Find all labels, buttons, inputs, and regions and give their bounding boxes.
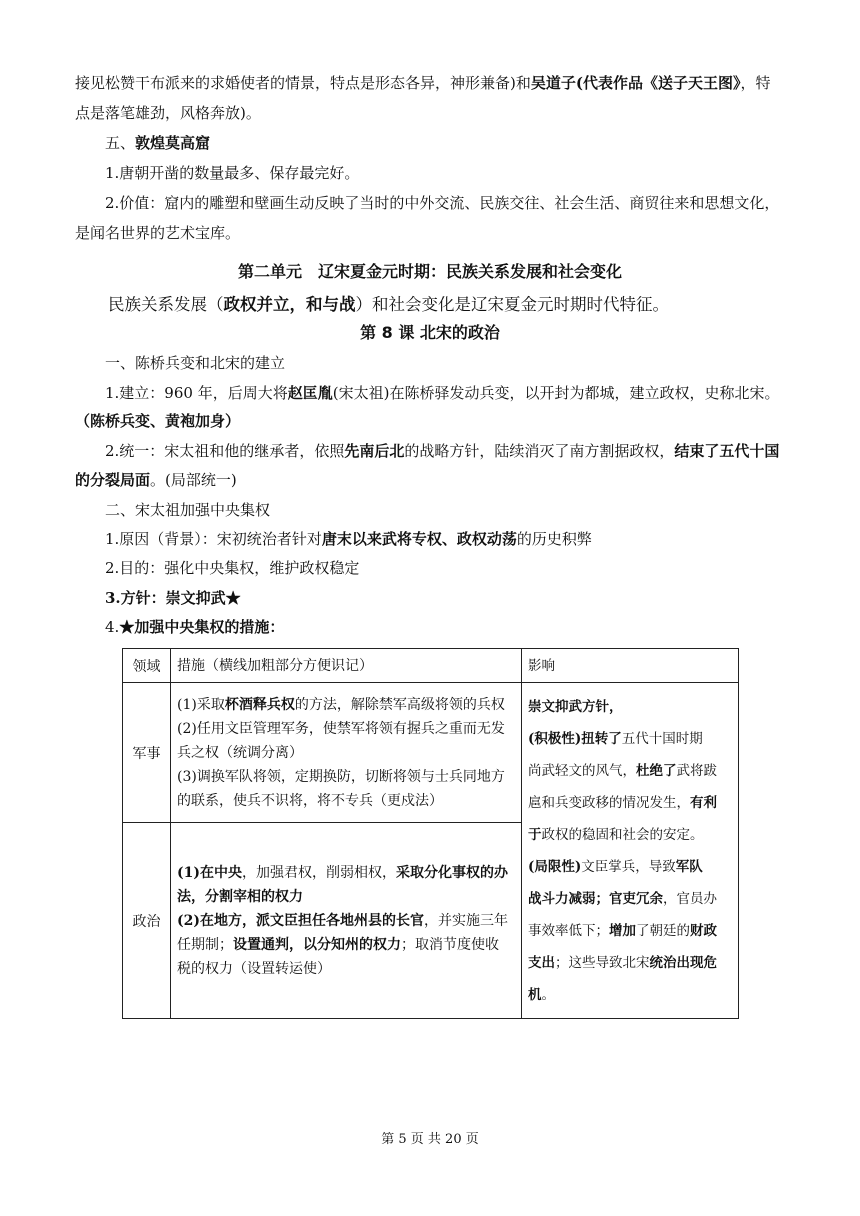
measure-line: 税的权力（设置转运使）: [177, 960, 331, 977]
bold-text: 机: [528, 986, 542, 1003]
paragraph: 1.唐朝开凿的数量最多、保存最完好。: [105, 164, 360, 182]
measure-line: 兵之权（统调分离）: [177, 744, 303, 761]
measures-table: [122, 648, 739, 1019]
measure-line: 法，分割宰相的权力: [177, 888, 303, 905]
unit-subtitle: [108, 291, 669, 315]
bold-text: 先南后北: [344, 442, 405, 460]
table-header-cell: 影响: [522, 649, 739, 683]
effect-line: [528, 883, 732, 915]
bold-text: (1)在中央: [177, 864, 242, 881]
effect-cell: [522, 683, 739, 1019]
measure-line: (2)任用文臣管理军务，使禁军将领有握兵之重而无发: [177, 720, 505, 737]
table-header-row: [123, 649, 739, 683]
bold-text: 统治出现危: [649, 954, 717, 971]
bold-text: 赵匡胤: [287, 384, 333, 402]
text: 文臣掌兵，导致: [581, 858, 676, 875]
bold-text: 结束了五代十国: [674, 442, 780, 460]
lesson-title: 第 8 课 北宋的政治: [360, 323, 500, 342]
effect-line: [528, 979, 732, 1011]
bold-text: 的分裂局面: [75, 471, 151, 489]
text: 五代十国时期: [621, 730, 703, 747]
text: ，特: [740, 74, 771, 92]
section-heading: 二、宋太祖加强中央集权: [105, 501, 271, 519]
text: 事效率低下；: [528, 922, 609, 939]
paragraph: 2.价值：窟内的雕塑和壁画生动反映了当时的中外交流、民族交往、社会生活、商贸往来和思想文化，: [105, 194, 780, 212]
effect-line: [528, 755, 732, 787]
field-cell: 政治: [123, 823, 171, 1019]
measure-line: (3)调换军队将领，定期换防，切断将领与士兵同地方: [177, 768, 505, 785]
paragraph: [105, 378, 820, 408]
unit-title: 第二单元 辽宋夏金元时期：民族关系发展和社会变化: [237, 262, 622, 281]
section-heading: 一、陈桥兵变和北宋的建立: [105, 354, 286, 372]
measure-line: [177, 861, 515, 885]
bold-text: 设置通判，以分知州的权力: [233, 936, 401, 953]
table-header-cell: 措施（横线加粗部分方便识记）: [171, 649, 522, 683]
bold-text: 财政: [690, 922, 717, 939]
text: 。: [541, 986, 555, 1003]
paragraph: 3.方针：崇文抑武★: [105, 589, 241, 607]
text: 扈和兵变政移的情况发生，: [528, 794, 690, 811]
bold-text: (积极性): [528, 730, 582, 747]
effect-line: [528, 947, 732, 979]
paragraph: 点是落笔雄劲，风格奔放)。: [75, 104, 261, 122]
text: ，并实施三年: [424, 912, 508, 929]
bold-text: 增加: [609, 922, 636, 939]
text: 尚武轻文的风气，: [528, 762, 636, 779]
bold-text: 唐末以来武将专权、政权动荡: [321, 530, 517, 548]
text: 。(局部统一): [150, 471, 237, 489]
measure-line: [177, 909, 515, 933]
effect-line: [528, 787, 732, 819]
effect-line: [528, 723, 732, 755]
table-row: [123, 683, 739, 823]
bold-text: 战斗力减弱；官吏冗余: [528, 890, 663, 907]
text: (1)采取: [177, 696, 225, 713]
text: 1.建立：960 年，后周大将: [105, 384, 288, 402]
text: ；这些导致北宋: [555, 954, 650, 971]
text: ）和社会变化是辽宋夏金元时期时代特征。: [355, 295, 669, 314]
effect-line: [528, 851, 732, 883]
paragraph: [105, 524, 820, 554]
paragraph: [105, 612, 820, 642]
paragraph: [75, 465, 790, 495]
text: 的历史积弊: [516, 530, 592, 548]
text: 的方法，解除禁军高级将领的兵权: [294, 696, 505, 713]
text: ，官员办: [663, 890, 717, 907]
bold-text: 杯酒释兵权: [224, 696, 295, 713]
section-heading: [105, 128, 820, 158]
text: ；取消节度使收: [401, 936, 499, 953]
text: 1.原因（背景）：宋初统治者针对: [105, 530, 322, 548]
bold-text: 扭转了: [581, 730, 622, 747]
bold-text: (局限性): [528, 858, 582, 875]
field-cell: 军事: [123, 683, 171, 823]
bold-text: (2)在地方，派文臣担任各地州县的长官: [177, 912, 424, 929]
measures-cell: [171, 683, 522, 823]
text: 民族关系发展（: [108, 295, 224, 314]
bold-text: 军队: [675, 858, 703, 875]
text: 五、: [105, 134, 136, 152]
text: 的战略方针，陆续消灭了南方割据政权，: [404, 442, 675, 460]
measure-line: [177, 933, 515, 957]
text: 了朝廷的: [636, 922, 690, 939]
table-header-cell: 领域: [123, 649, 171, 683]
paragraph: [105, 436, 820, 466]
measures-cell: [171, 823, 522, 1019]
text: 武将跋: [676, 762, 717, 779]
measure-line: [177, 693, 515, 717]
text: 4.: [105, 618, 120, 636]
bold-text: 采取分化事权的办: [396, 864, 508, 881]
bold-text: 于: [528, 826, 542, 843]
effect-line: [528, 915, 732, 947]
bold-text: 支出: [528, 954, 555, 971]
text: 接见松赞干布派来的求婚使者的情景，特点是形态各异，神形兼备)和: [75, 74, 531, 92]
text: 任期制；: [177, 936, 233, 953]
text: ，加强君权，削弱相权，: [242, 864, 396, 881]
bold-text: 政权并立，和与战: [223, 295, 356, 314]
text: 政权的稳固和社会的安定。: [541, 826, 704, 843]
text: 2.统一：宋太祖和他的继承者，依照: [105, 442, 345, 460]
effect-line: [528, 819, 732, 851]
measure-line: 的联系，使兵不识将，将不专兵（更戍法）: [177, 792, 443, 809]
paragraph: 是闻名世界的艺术宝库。: [75, 224, 241, 242]
bold-text: 杜绝了: [636, 762, 677, 779]
paragraph: [75, 68, 790, 98]
effect-line: 崇文抑武方针，: [528, 698, 623, 715]
bold-text: 有利: [690, 794, 717, 811]
bold-text: ★加强中央集权的措施：: [119, 618, 285, 636]
text: (宋太祖)在陈桥驿发动兵变，以开封为都城，建立政权，史称北宋。: [332, 384, 780, 402]
page-footer: 第 5 页 共 20 页: [381, 1132, 479, 1147]
bold-text: 敦煌莫高窟: [135, 134, 211, 152]
paragraph: （陈桥兵变、黄袍加身）: [75, 412, 241, 430]
paragraph: 2.目的：强化中央集权，维护政权稳定: [105, 559, 360, 577]
bold-text: 吴道子(代表作品《送子天王图》: [530, 74, 741, 92]
